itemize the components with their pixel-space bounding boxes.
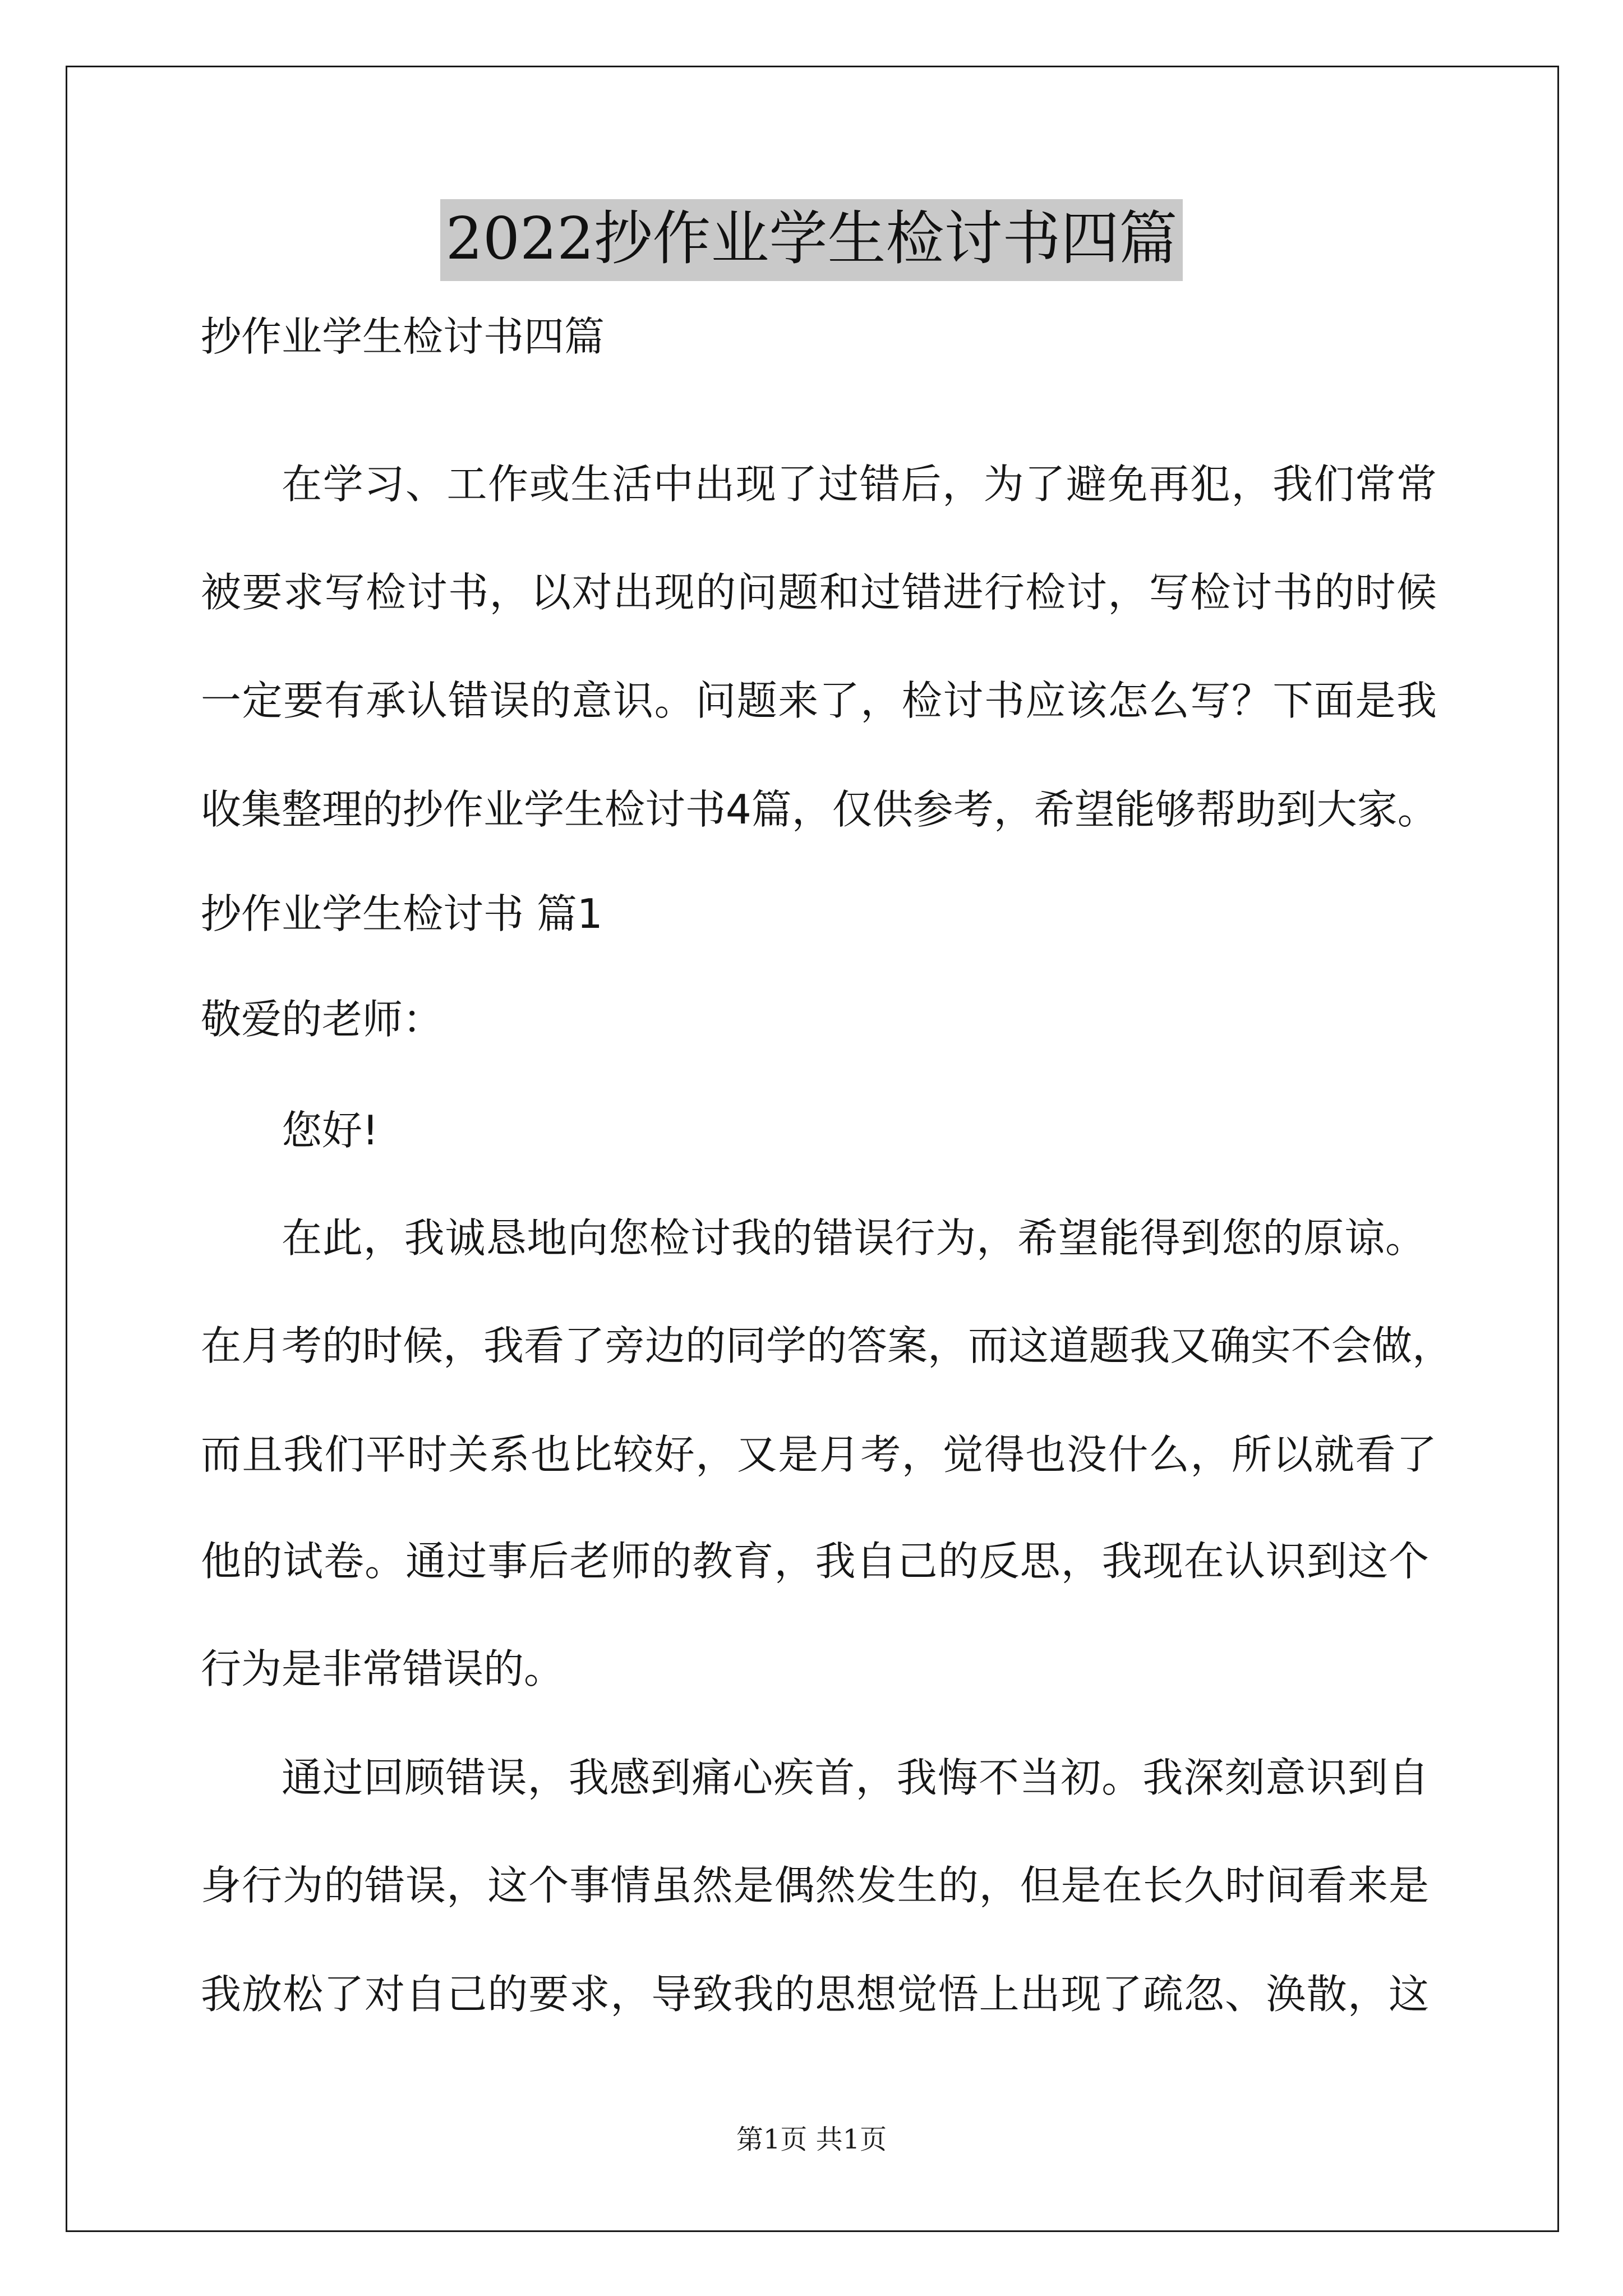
body-line-8: 我放松了对自己的要求，导致我的思想觉悟上出现了疏忽、涣散，这	[201, 1971, 1429, 2018]
title-wrapper	[0, 199, 1623, 281]
document-title: 2022抄作业学生检讨书四篇	[440, 199, 1183, 281]
body-line-3: 而且我们平时关系也比较好，又是月考，觉得也没什么，所以就看了	[201, 1431, 1437, 1478]
subtitle-line: 抄作业学生检讨书四篇	[201, 313, 605, 360]
intro-line-2: 被要求写检讨书，以对出现的问题和过错进行检讨，写检讨书的时候	[201, 569, 1437, 616]
body-line-6: 通过回顾错误，我感到痛心疾首，我悔不当初。我深刻意识到自	[282, 1754, 1429, 1801]
intro-line-3: 一定要有承认错误的意识。问题来了，检讨书应该怎么写？下面是我	[201, 677, 1437, 724]
salutation: 敬爱的老师：	[201, 996, 444, 1043]
intro-line-4: 收集整理的抄作业学生检讨书4篇，仅供参考，希望能够帮助到大家。	[201, 786, 1438, 833]
section-heading: 抄作业学生检讨书 篇1	[201, 890, 603, 937]
greeting: 您好!	[282, 1107, 379, 1154]
body-line-2: 在月考的时候，我看了旁边的同学的答案，而这道题我又确实不会做，	[201, 1322, 1453, 1369]
body-line-4: 他的试卷。通过事后老师的教育，我自己的反思，我现在认识到这个	[201, 1538, 1429, 1585]
page-footer: 第1页 共1页	[736, 2124, 887, 2155]
body-line-5: 行为是非常错误的。	[201, 1645, 565, 1692]
body-line-7: 身行为的错误，这个事情虽然是偶然发生的，但是在长久时间看来是	[201, 1862, 1429, 1909]
intro-line-1: 在学习、工作或生活中出现了过错后，为了避免再犯，我们常常	[282, 461, 1437, 508]
body-line-1: 在此，我诚恳地向您检讨我的错误行为，希望能得到您的原谅。	[282, 1214, 1426, 1262]
